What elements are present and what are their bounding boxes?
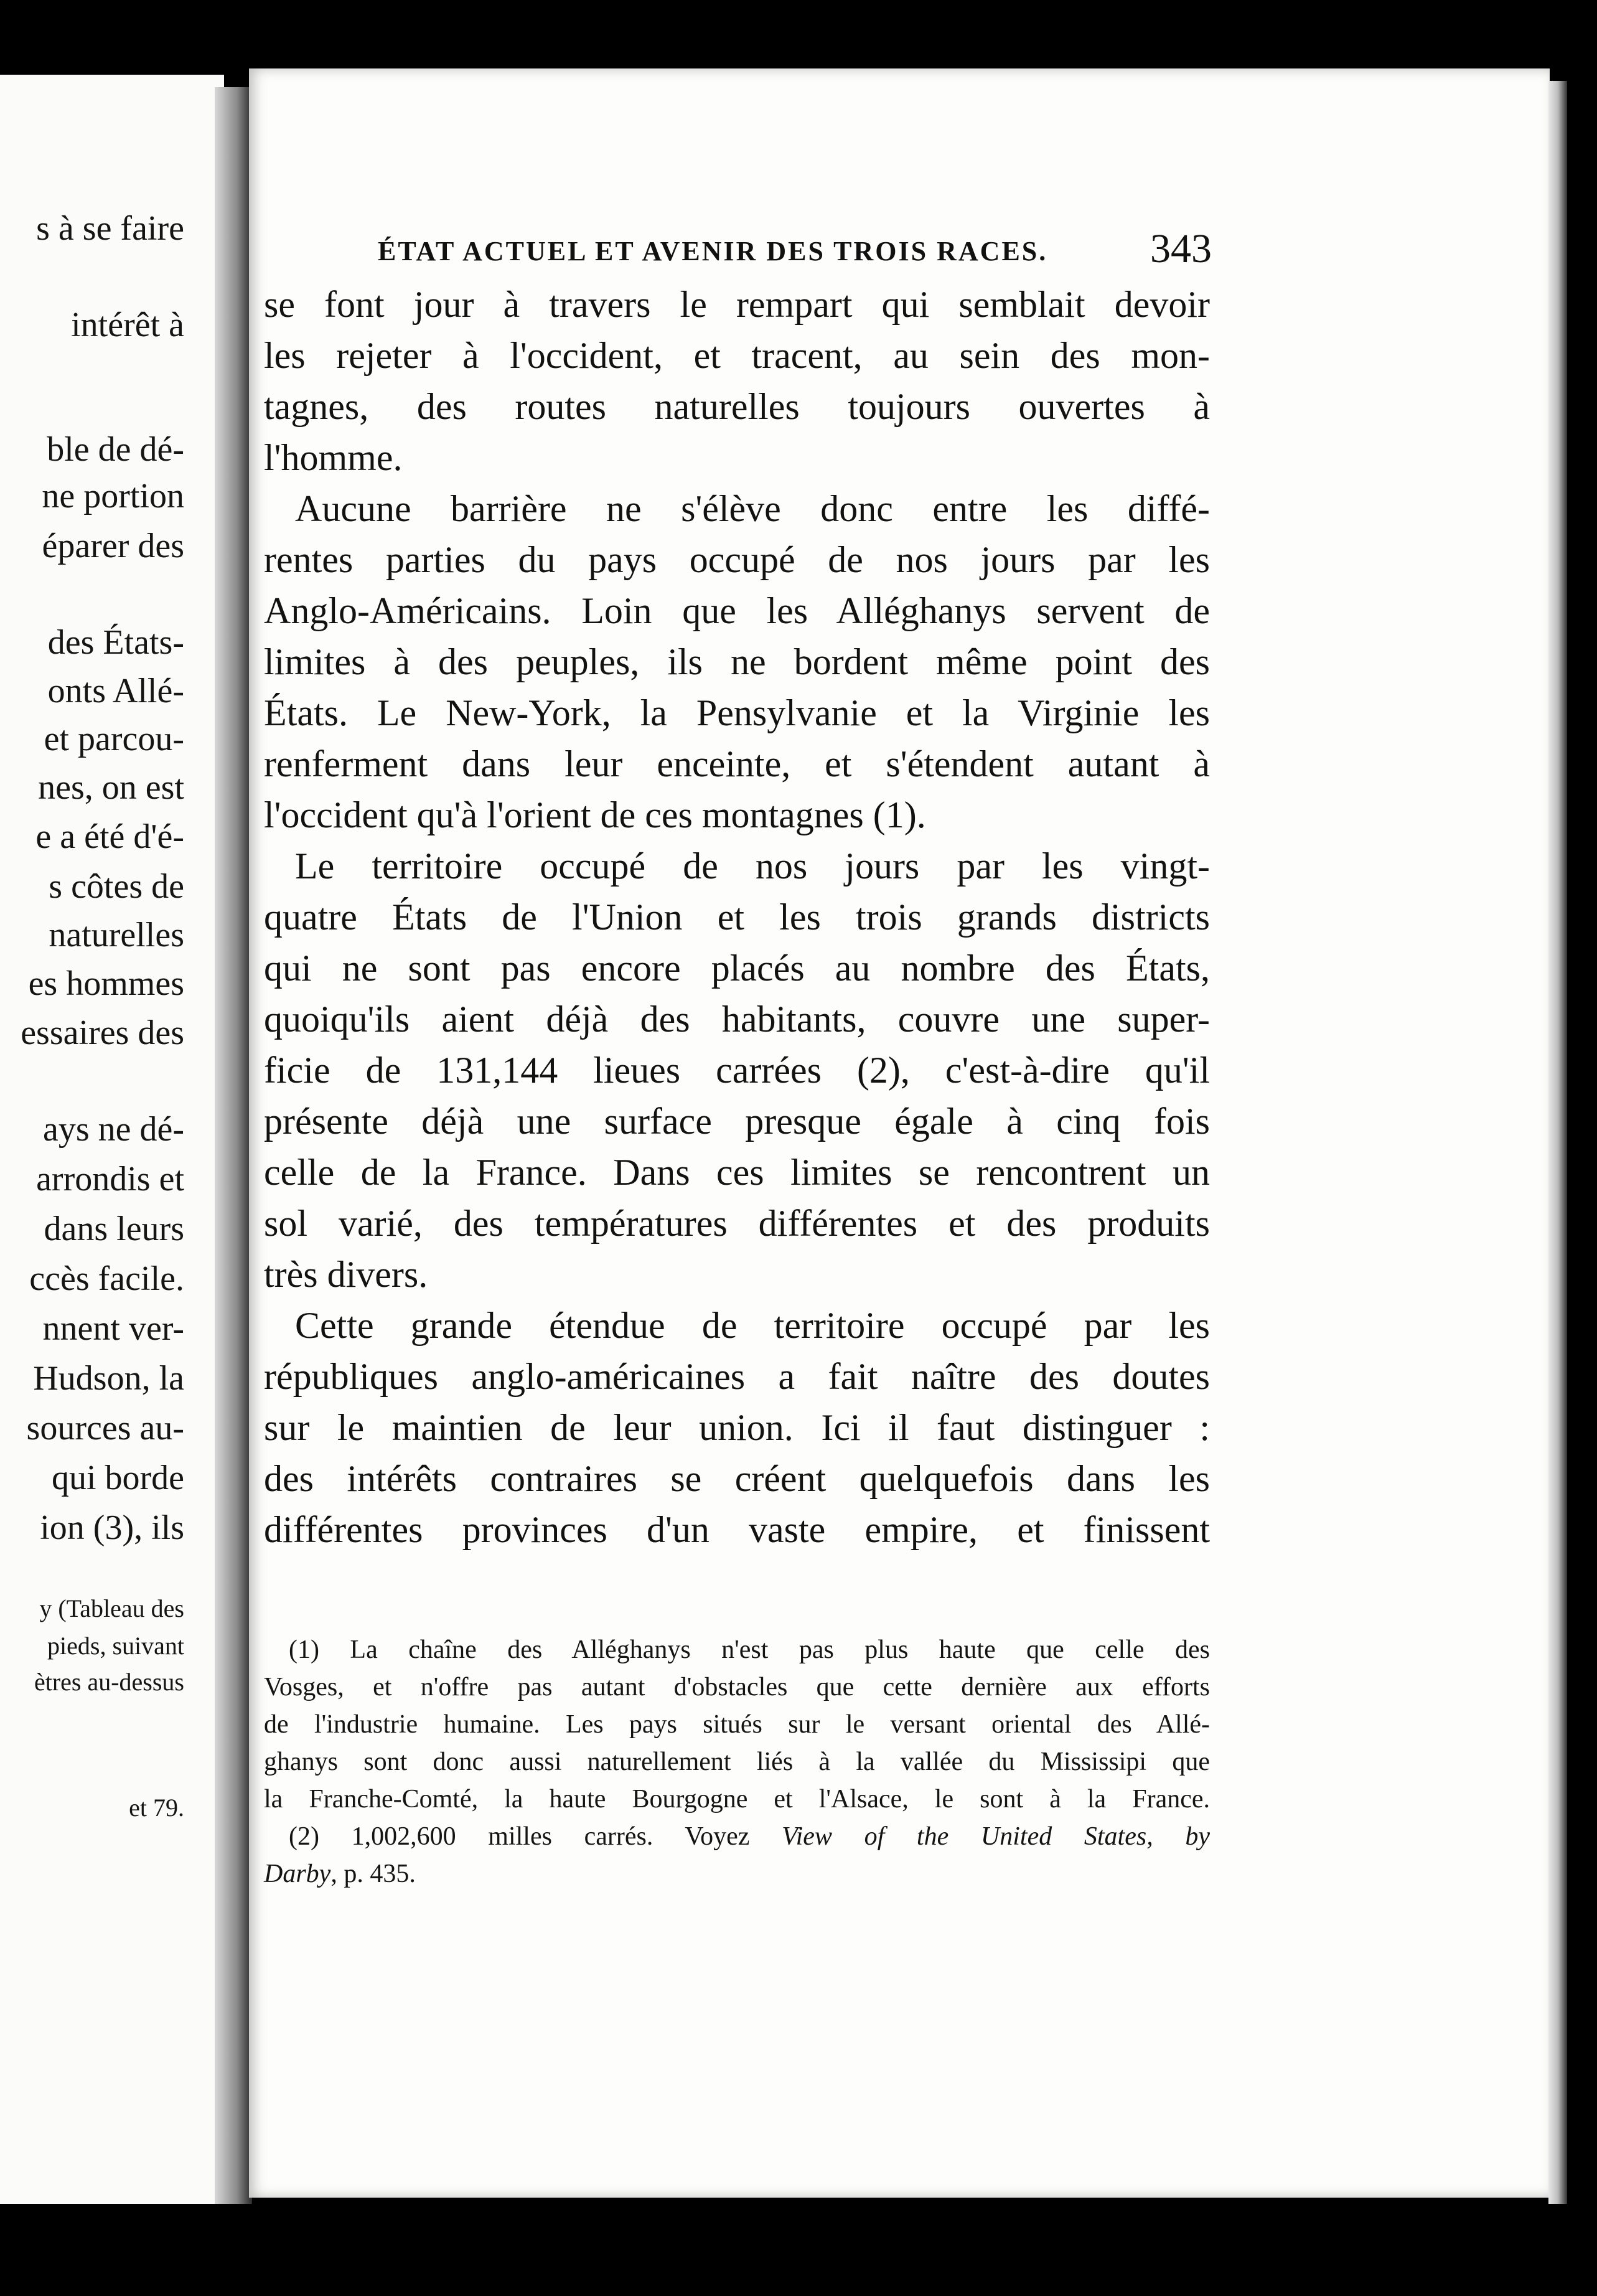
footnote-1-line-2: Vosges, et n'offre pas autant d'obstacles que cette dernière aux efforts — [264, 1673, 1210, 1701]
body-line-20: très divers. — [264, 1254, 428, 1295]
body-line-25: différentes provinces d'un vaste empire, et finissent — [264, 1509, 1210, 1550]
previous-page-line-14: essaires des — [21, 1014, 184, 1052]
previous-page-line-9: nes, on est — [38, 768, 184, 807]
body-line-23: sur le maintien de leur union. Ici il faut distinguer : — [264, 1407, 1210, 1448]
body-line-9: États. Le New-York, la Pensylvanie et la Virginie les — [264, 692, 1210, 733]
footnote-2-line-1 — [264, 1818, 1210, 1855]
previous-page-line-24: y (Tableau des — [39, 1594, 184, 1622]
page-header — [378, 225, 1212, 275]
body-line-6: rentes parties du pays occupé de nos jours par les — [264, 539, 1210, 580]
previous-page-line-5: éparer des — [42, 527, 184, 565]
footnote-1-line-4: ghanys sont donc aussi naturellement liés à la vallée du Mississipi que — [264, 1748, 1210, 1776]
previous-page-line-6: des États- — [47, 623, 184, 662]
previous-page-line-21: sources au- — [26, 1409, 184, 1447]
body-line-7: Anglo-Américains. Loin que les Alléghanys servent de — [264, 590, 1210, 631]
previous-page-line-8: et parcou- — [44, 720, 184, 758]
body-line-12: Le territoire occupé de nos jours par les vingt- — [295, 845, 1210, 887]
previous-page — [0, 75, 224, 2204]
body-line-4: l'homme. — [264, 437, 403, 478]
running-head: ÉTAT ACTUEL ET AVENIR DES TROIS RACES. — [378, 236, 1048, 266]
previous-page-line-7: onts Allé- — [47, 672, 184, 710]
body-line-1: se font jour à travers le rempart qui semblait devoir — [264, 284, 1210, 325]
footnote-2-title: View of the United States, by — [782, 1822, 1210, 1851]
page-number: 343 — [1150, 226, 1212, 271]
previous-page-line-1: s à se faire — [36, 209, 184, 248]
footnote-1-line-5: la Franche-Comté, la haute Bourgogne et l'Alsace, le sont à la France. — [264, 1785, 1210, 1814]
previous-page-line-13: es hommes — [28, 964, 184, 1003]
previous-page-line-16: arrondis et — [36, 1160, 184, 1198]
body-line-10: renferment dans leur enceinte, et s'étendent autant à — [264, 743, 1210, 784]
previous-page-line-11: s côtes de — [49, 867, 184, 906]
previous-page-line-17: dans leurs — [44, 1210, 184, 1248]
gutter-shadow — [215, 87, 252, 2204]
body-line-22: républiques anglo-américaines a fait naître des doutes — [264, 1356, 1210, 1397]
body-line-11: l'occident qu'à l'orient de ces montagnes (1). — [264, 794, 926, 835]
previous-page-line-3: ble de dé- — [47, 430, 184, 469]
page-edge — [1548, 81, 1567, 2204]
body-line-19: sol varié, des températures différentes et des produits — [264, 1203, 1210, 1244]
previous-page-line-27: et 79. — [129, 1794, 184, 1822]
footnotes — [264, 1631, 1210, 1893]
body-line-3: tagnes, des routes naturelles toujours ouvertes à — [264, 386, 1210, 427]
body-line-21: Cette grande étendue de territoire occupé par les — [295, 1305, 1210, 1346]
previous-page-line-25: pieds, suivant — [47, 1632, 184, 1660]
previous-page-line-10: e a été d'é- — [35, 817, 184, 856]
previous-page-line-19: nnent ver- — [42, 1309, 184, 1348]
body-line-8: limites à des peuples, ils ne bordent même point des — [264, 641, 1210, 682]
body-line-13: quatre États de l'Union et les trois grands districts — [264, 896, 1210, 938]
previous-page-line-15: ays ne dé- — [42, 1110, 184, 1149]
footnote-1-line-1: (1) La chaîne des Alléghanys n'est pas plus haute que celle des — [289, 1635, 1210, 1664]
body-line-17: présente déjà une surface presque égale à cinq fois — [264, 1101, 1210, 1142]
previous-page-line-12: naturelles — [49, 916, 184, 954]
previous-page-line-18: ccès facile. — [29, 1259, 184, 1298]
footnote-2-author: Darby — [264, 1860, 331, 1888]
footnote-2-text: (2) 1,002,600 milles carrés. Voyez — [289, 1822, 782, 1851]
body-line-16: ficie de 131,144 lieues carrées (2), c'est-à-dire qu'il — [264, 1050, 1210, 1091]
body-line-18: celle de la France. Dans ces limites se rencontrent un — [264, 1152, 1210, 1193]
body-line-14: qui ne sont pas encore placés au nombre des États, — [264, 948, 1210, 989]
body-line-2: les rejeter à l'occident, et tracent, au sein des mon- — [264, 335, 1210, 376]
footnote-1-line-3: de l'industrie humaine. Les pays situés sur le versant oriental des Allé- — [264, 1710, 1210, 1739]
previous-page-line-2: intérêt à — [71, 306, 184, 344]
body-line-15: quoiqu'ils aient déjà des habitants, couvre une super- — [264, 999, 1210, 1040]
footnote-1 — [264, 1631, 1210, 1818]
body-line-24: des intérêts contraires se créent quelquefois dans les — [264, 1458, 1210, 1499]
previous-page-line-23: ion (3), ils — [40, 1508, 184, 1547]
footnote-2-line-2 — [264, 1855, 1210, 1893]
body-text — [264, 279, 1210, 1555]
body-line-5: Aucune barrière ne s'élève donc entre les diffé- — [295, 488, 1210, 529]
previous-page-line-4: ne portion — [42, 477, 184, 515]
footnote-2-page: , p. 435. — [330, 1860, 416, 1888]
previous-page-line-26: ètres au-dessus — [34, 1668, 184, 1696]
previous-page-line-20: Hudson, la — [33, 1359, 184, 1398]
previous-page-line-22: qui borde — [51, 1459, 184, 1497]
